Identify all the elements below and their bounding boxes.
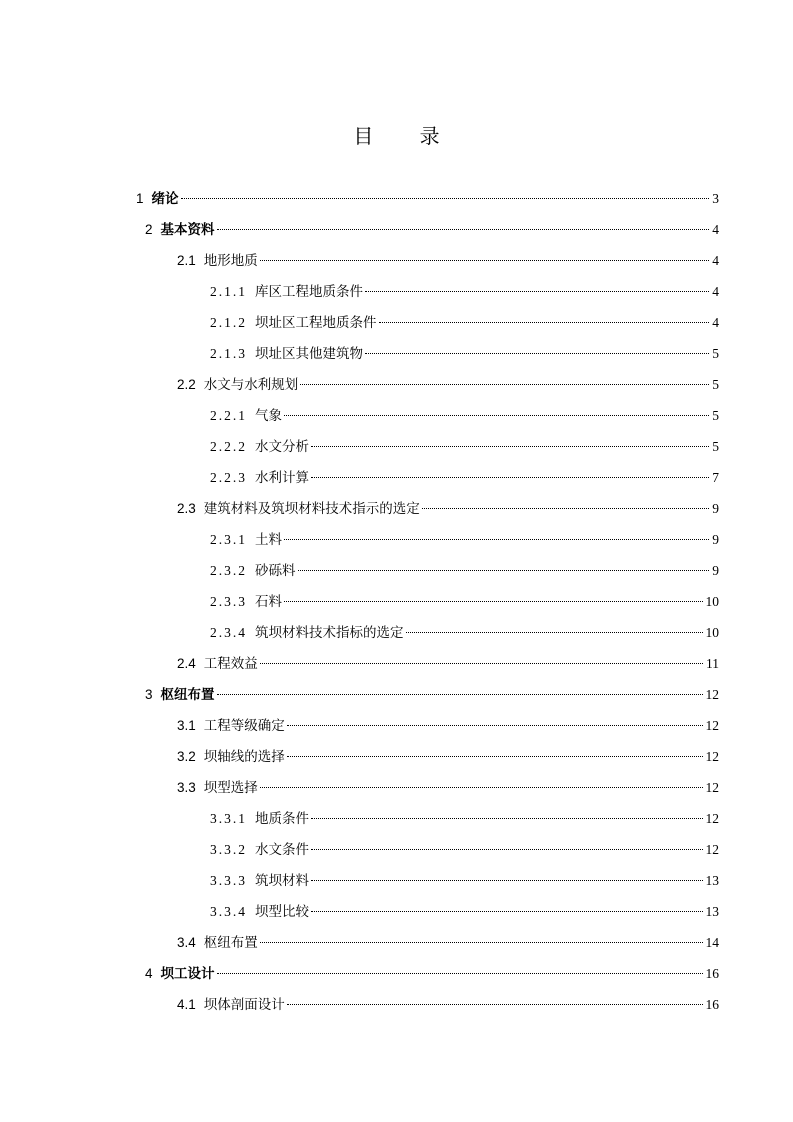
toc-entry-number: 2.3.1 — [210, 532, 247, 547]
toc-entry-label: 地形地质 — [203, 253, 258, 269]
toc-entry-number: 2.1 — [177, 253, 196, 268]
toc-entry-label: 水文与水利规划 — [203, 377, 299, 393]
toc-entry[interactable] — [177, 993, 719, 1017]
toc-entry-label: 筑坝材料技术指标的选定 — [255, 625, 404, 641]
toc-entry-label: 坝轴线的选择 — [203, 749, 285, 765]
toc-entry-page: 16 — [705, 966, 719, 981]
toc-entry[interactable] — [145, 962, 719, 986]
toc-entry[interactable] — [136, 187, 719, 211]
toc-entry-page: 4 — [712, 253, 719, 268]
toc-entry[interactable] — [177, 652, 719, 676]
toc-entry-number: 2.3 — [177, 501, 196, 516]
toc-entry[interactable] — [210, 807, 719, 831]
toc-entry-label: 水文分析 — [255, 439, 309, 455]
toc-entry-label: 建筑材料及筑坝材料技术指示的选定 — [203, 501, 420, 517]
toc-entry-number: 4 — [145, 966, 153, 981]
toc-entry-number: 2.2.3 — [210, 470, 247, 485]
toc-entry-number: 3.3.2 — [210, 842, 247, 857]
toc-entry-page: 5 — [712, 439, 719, 454]
toc-entry[interactable] — [177, 745, 719, 769]
toc-entry[interactable] — [210, 838, 719, 862]
toc-entry-label: 土料 — [255, 532, 282, 548]
toc-entry-page: 12 — [705, 780, 719, 795]
toc-entry-number: 3.3.1 — [210, 811, 247, 826]
toc-dot-leader — [365, 291, 709, 292]
toc-entry-page: 5 — [712, 346, 719, 361]
toc-entry[interactable] — [177, 373, 719, 397]
toc-dot-leader — [406, 632, 703, 633]
toc-entry-page: 10 — [705, 625, 719, 640]
toc-entry-number: 3.3 — [177, 780, 196, 795]
toc-entry[interactable] — [210, 311, 719, 335]
toc-entry-number: 3.2 — [177, 749, 196, 764]
toc-entry-number: 2.2.2 — [210, 439, 247, 454]
toc-entry-page: 13 — [705, 873, 719, 888]
toc-entry-page: 12 — [705, 811, 719, 826]
toc-entry-number: 3.3.4 — [210, 904, 247, 919]
toc-entry-page: 3 — [712, 191, 719, 206]
toc-entry-number: 3.1 — [177, 718, 196, 733]
toc-dot-leader — [260, 260, 709, 261]
toc-entry-label: 砂砾料 — [255, 563, 296, 579]
toc-entry-page: 12 — [705, 687, 719, 702]
toc-entry-number: 4.1 — [177, 997, 196, 1012]
toc-dot-leader — [217, 973, 703, 974]
toc-entry-number: 2.3.4 — [210, 625, 247, 640]
toc-entry[interactable] — [210, 342, 719, 366]
toc-entry-label: 坝址区其他建筑物 — [255, 346, 363, 362]
toc-dot-leader — [287, 1004, 703, 1005]
toc-entry-label: 石料 — [255, 594, 282, 610]
toc-entry[interactable] — [210, 869, 719, 893]
toc-entry-number: 2.3.2 — [210, 563, 247, 578]
toc-dot-leader — [300, 384, 709, 385]
toc-dot-leader — [311, 849, 703, 850]
toc-entry-page: 9 — [712, 501, 719, 516]
toc-entry[interactable] — [145, 218, 719, 242]
toc-entry-page: 13 — [705, 904, 719, 919]
toc-entry-label: 坝址区工程地质条件 — [255, 315, 377, 331]
toc-dot-leader — [284, 415, 709, 416]
toc-dot-leader — [287, 756, 703, 757]
toc-entry[interactable] — [210, 621, 719, 645]
toc-entry-label: 坝型比较 — [255, 904, 309, 920]
toc-entry[interactable] — [210, 404, 719, 428]
toc-dot-leader — [311, 911, 703, 912]
toc-entry[interactable] — [177, 931, 719, 955]
toc-entry-label: 坝工设计 — [160, 966, 215, 982]
toc-dot-leader — [311, 880, 703, 881]
toc-entry-label: 坝体剖面设计 — [203, 997, 285, 1013]
toc-entry-label: 枢纽布置 — [203, 935, 258, 951]
toc-entry-label: 工程效益 — [203, 656, 258, 672]
toc-entry[interactable] — [210, 559, 719, 583]
toc-entry-label: 气象 — [255, 408, 282, 424]
toc-entry-page: 4 — [712, 284, 719, 299]
toc-dot-leader — [181, 198, 710, 199]
toc-entry-label: 绪论 — [151, 191, 179, 207]
toc-entry-page: 10 — [705, 594, 719, 609]
toc-entry-page: 16 — [705, 997, 719, 1012]
toc-entry[interactable] — [210, 280, 719, 304]
toc-entry-number: 1 — [136, 191, 144, 206]
toc-entry-page: 12 — [705, 842, 719, 857]
toc-dot-leader — [287, 725, 703, 726]
toc-entry[interactable] — [210, 466, 719, 490]
toc-entry-page: 5 — [712, 377, 719, 392]
toc-entry[interactable] — [177, 714, 719, 738]
toc-entry-page: 4 — [712, 315, 719, 330]
toc-entry-label: 基本资料 — [160, 222, 215, 238]
toc-entry-number: 3.3.3 — [210, 873, 247, 888]
toc-entry[interactable] — [145, 683, 719, 707]
toc-entry-number: 2.2.1 — [210, 408, 247, 423]
toc-dot-leader — [260, 663, 703, 664]
toc-entry-number: 2.2 — [177, 377, 196, 392]
toc-entry-page: 9 — [712, 532, 719, 547]
toc-entry-page: 11 — [706, 656, 719, 671]
toc-entry-number: 2.4 — [177, 656, 196, 671]
toc-dot-leader — [284, 539, 709, 540]
toc-entry-number: 2.1.2 — [210, 315, 247, 330]
toc-entry-label: 枢纽布置 — [160, 687, 215, 703]
toc-entry[interactable] — [210, 900, 719, 924]
toc-dot-leader — [422, 508, 709, 509]
toc-entry[interactable] — [177, 249, 719, 273]
toc-dot-leader — [311, 477, 709, 478]
toc-entry-label: 水文条件 — [255, 842, 309, 858]
toc-entry-number: 2 — [145, 222, 153, 237]
toc-entry-page: 5 — [712, 408, 719, 423]
toc-entry-page: 14 — [705, 935, 719, 950]
toc-entry-label: 库区工程地质条件 — [255, 284, 363, 300]
toc-dot-leader — [311, 446, 709, 447]
toc-dot-leader — [217, 694, 703, 695]
toc-entry-number: 2.1.1 — [210, 284, 247, 299]
toc-entry-label: 坝型选择 — [203, 780, 258, 796]
toc-entry-number: 3.4 — [177, 935, 196, 950]
toc-entry[interactable] — [177, 497, 719, 521]
toc-entry-label: 水利计算 — [255, 470, 309, 486]
toc-entry[interactable] — [210, 528, 719, 552]
toc-entry-label: 地质条件 — [255, 811, 309, 827]
toc-entry-label: 工程等级确定 — [203, 718, 285, 734]
toc-entry-page: 4 — [712, 222, 719, 237]
toc-dot-leader — [260, 942, 703, 943]
page-title: 目 录 — [353, 124, 460, 148]
toc-entry-number: 3 — [145, 687, 153, 702]
toc-dot-leader — [311, 818, 703, 819]
toc-entry[interactable] — [210, 590, 719, 614]
toc-entry-page: 12 — [705, 749, 719, 764]
toc-entry-number: 2.1.3 — [210, 346, 247, 361]
toc-entry[interactable] — [177, 776, 719, 800]
toc-entry-number: 2.3.3 — [210, 594, 247, 609]
toc-entry-label: 筑坝材料 — [255, 873, 309, 889]
toc-entry-page: 7 — [712, 470, 719, 485]
toc-dot-leader — [365, 353, 709, 354]
toc-dot-leader — [298, 570, 710, 571]
toc-dot-leader — [217, 229, 710, 230]
toc-dot-leader — [284, 601, 703, 602]
toc-entry-page: 9 — [712, 563, 719, 578]
toc-dot-leader — [260, 787, 703, 788]
toc-entry-page: 12 — [705, 718, 719, 733]
toc-entry[interactable] — [210, 435, 719, 459]
toc-dot-leader — [379, 322, 710, 323]
